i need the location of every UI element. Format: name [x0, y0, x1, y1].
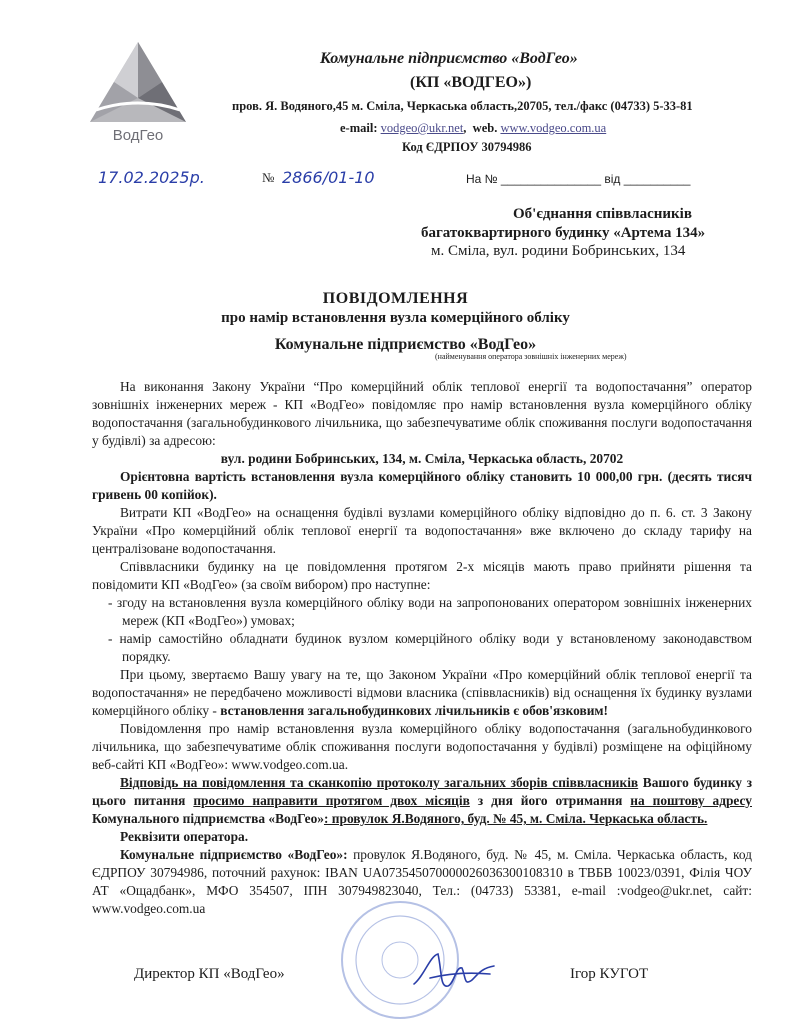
document-title: ПОВІДОМЛЕННЯ	[322, 290, 469, 307]
email-label: e-mail:	[340, 121, 378, 135]
recipient-line-2: багатоквартирного будинку «Артема 134»	[421, 225, 706, 241]
recipient-line-3: м. Сміла, вул. родини Бобринських, 134	[431, 243, 686, 259]
paragraph-intro: На виконання Закону України “Про комерційний облік теплової енергії та водопостачання” оператор зовнішніх інженерних мереж - КП «ВодГео» повідомляє про намір встановлення вузла комерційного обліку водопостачання (загальнобудинкового лічильника, що забезпечуватиме облік споживання послуги водопостачання у будівлі) за адресою:	[92, 379, 752, 448]
signatory-position: Директор КП «ВодГео»	[134, 966, 285, 982]
reply-part-c: просимо направити протягом двох місяців	[193, 793, 470, 808]
requisites-details: провулок Я.Водяного, буд. № 45, м. Сміла. Черкаська область, код ЄДРПОУ 30794986, поточний рахунок: IBAN UA073545070000026036300108310 в ТВБВ 10023/0391, Філія ЧОУ АТ «Ощадбанк», МФО 354507, ІПН 307949823040, Тел.: (04733) 53381, e-mail :vodgeo@ukr.net, сайт: www.vodgeo.com.ua	[92, 847, 752, 916]
operator-caption: (найменування оператора зовнішніх інженерних мереж)	[435, 352, 627, 361]
company-logo	[88, 40, 188, 145]
operator-name: Комунальне підприємство «ВодГео»	[274, 336, 537, 353]
requisites-name: Комунальне підприємство «ВодГео»:	[120, 847, 348, 862]
object-address: вул. родини Бобринських, 134, м. Сміла, Черкаська область, 20702	[220, 451, 624, 466]
document-body	[92, 378, 752, 918]
paragraph-reply	[92, 774, 752, 828]
document-subtitle: про намір встановлення вузла комерційного обліку	[221, 310, 570, 326]
registration-date: 17.02.2025р.	[98, 168, 205, 187]
registration-number-label: №	[262, 170, 275, 185]
registration-number: 2866/01-10	[282, 168, 375, 187]
reply-part-e: на поштову адресу	[630, 793, 752, 808]
company-full-name: Комунальне підприємство «ВодГео»	[320, 50, 578, 67]
reply-part-f: Комунального підприємства «ВодГео»	[92, 811, 324, 826]
option-agree: - згоду на встановлення вузла комерційного обліку води на запропонованих оператором зовнішніх інженерних мереж (КП «ВодГео») умовах;	[108, 595, 752, 628]
notice-text: При цьому, звертаємо Вашу увагу на те, що Законом України «Про комерційний облік теплової енергії та водопостачання» не передбачено можливості відмови власника (співвласників) від оснащення їх будинку вузлами комерційного обліку -	[92, 667, 752, 718]
notice-end: !	[603, 703, 609, 718]
handwritten-signature	[410, 948, 498, 996]
signatory-name: Ігор КУГОТ	[570, 966, 649, 982]
reply-part-a: Відповідь на повідомлення та сканкопію протоколу загальних зборів співвласників	[120, 775, 639, 790]
paragraph-website: Повідомлення про намір встановлення вузла комерційного обліку водопостачання (загальнобудинкового лічильника, що забезпечуватиме облік споживання послуги водопостачання у будівлі) розміщене на офіційному веб-сайті КП «ВодГео»: www.vodgeo.com.ua.	[92, 721, 752, 772]
paragraph-expenses: Витрати КП «ВодГео» на оснащення будівлі вузлами комерційного обліку відповідно до п. 6. ст. 3 Закону України «Про комерційний облік теплової енергії та водопостачання» вже включено до складу тарифу на централізоване водопостачання.	[92, 505, 752, 556]
reply-part-b: Вашого будинку з цього питання	[92, 775, 752, 808]
company-code: Код ЄДРПОУ 30794986	[402, 140, 532, 154]
paragraph-cost: Орієнтовна вартість встановлення вузла комерційного обліку становить 10 000,00 грн. (десять тисяч гривень 00 копійок).	[92, 469, 752, 502]
paragraph-notice	[92, 666, 752, 720]
recipient-line-1: Об'єднання співвласників	[513, 206, 692, 222]
web-label: web.	[472, 121, 498, 135]
company-address: пров. Я. Водяного,45 м. Сміла, Черкаська область,20705, тел./факс (04733) 5-33-81	[232, 99, 693, 113]
reply-part-d: з дня його отримання	[469, 793, 631, 808]
reply-reference-line: На № _______________ від __________	[466, 172, 691, 186]
logo-text: ВодГео	[112, 127, 164, 144]
requisites-title: Реквізити оператора.	[120, 829, 249, 844]
reply-part-g: : провулок Я.Водяного, буд. № 45, м. Сміла. Черкаська область.	[323, 811, 708, 826]
email-link[interactable]: vodgeo@ukr.net	[380, 121, 464, 135]
paragraph-rights: Співвласники будинку на це повідомлення протягом 2-х місяців мають право прийняти рішення та повідомити КП «ВодГео» (за своїм вибором) про наступне:	[92, 559, 752, 592]
web-link[interactable]: www.vodgeo.com.ua	[500, 121, 607, 135]
option-self-install: - намір самостійно обладнати будинок вузлом комерційного обліку води у встановленому законодавством порядку.	[108, 631, 752, 664]
company-short-name: (КП «ВОДГЕО»)	[410, 74, 532, 91]
notice-bold: встановлення загальнобудинкових лічильників є обов'язковим	[220, 703, 604, 718]
company-contacts: e-mail: vodgeo@ukr.net, web. www.vodgeo.com.ua	[340, 121, 607, 135]
